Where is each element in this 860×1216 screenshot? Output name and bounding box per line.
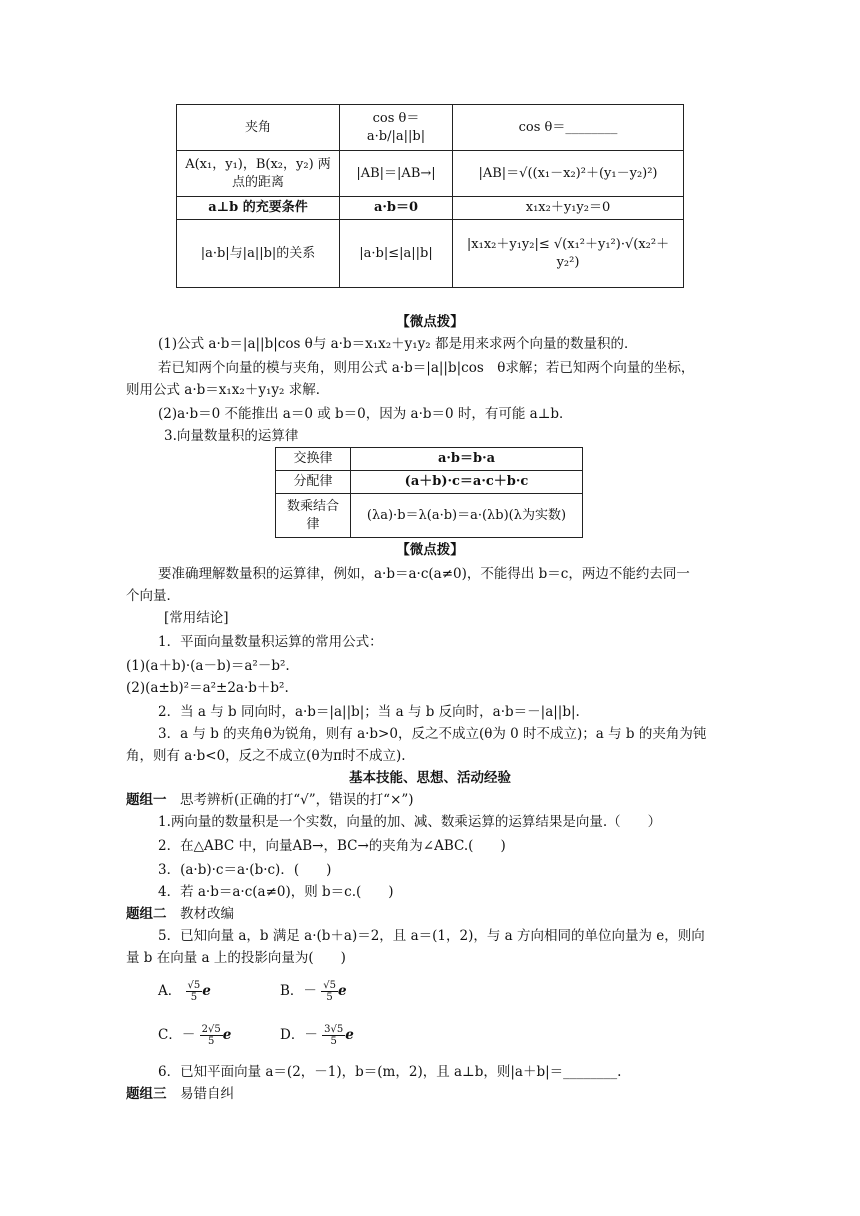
table-cell: |x₁x₂＋y₁y₂|≤ √(x₁²＋y₁²)·√(x₂²＋y₂²) xyxy=(453,220,684,288)
question: 1.两向量的数量积是一个实数，向量的加、减、数乘运算的运算结果是向量.（ ） xyxy=(158,814,662,830)
option-label: B．－ xyxy=(280,983,317,999)
table-cell: x₁x₂＋y₁y₂＝0 xyxy=(453,197,684,220)
table-cell: cos θ＝a·b/|a||b| xyxy=(340,105,453,151)
table-cell: 交换律 xyxy=(276,448,351,471)
group-label: 题组二 xyxy=(126,906,167,922)
table-cell: (a＋b)·c＝a·c＋b·c xyxy=(351,471,583,494)
table-cell: 分配律 xyxy=(276,471,351,494)
option-fraction: $\frac{3√5}{5}$ xyxy=(324,1024,344,1047)
option-b[interactable]: B．－ $\frac{√5}{5}$ e xyxy=(280,980,347,1003)
paragraph: 3．a 与 b 的夹角θ为锐角，则有 a·b>0，反之不成立(θ为 0 时不成立)；a 与 b 的夹角为钝 xyxy=(158,726,707,742)
table-cell: cos θ＝________ xyxy=(453,105,684,151)
option-label: A． xyxy=(158,983,182,999)
option-label: D．－ xyxy=(280,1027,318,1043)
table-cell: a⊥b 的充要条件 xyxy=(177,197,340,220)
law-table xyxy=(275,447,583,538)
paragraph: 要准确理解数量积的运算律，例如，a·b＝a·c(a≠0)，不能得出 b＝c，两边不能约去同一 xyxy=(158,566,690,582)
section-heading: 【微点拨】 xyxy=(396,314,464,330)
question: 4．若 a·b＝a·c(a≠0)，则 b＝c.( ) xyxy=(158,884,394,900)
table-cell: A(x₁，y₁)，B(x₂，y₂) 两点的距离 xyxy=(177,151,340,197)
paragraph: 若已知两个向量的模与夹角，则用公式 a·b＝|a||b|cos θ求解；若已知两个向量的坐标， xyxy=(158,360,695,376)
option-d[interactable]: D．－ $\frac{3√5}{5}$ e xyxy=(280,1024,354,1047)
paragraph: 2．当 a 与 b 同向时，a·b＝|a||b|；当 a 与 b 反向时，a·b＝－|a||b|. xyxy=(158,704,580,720)
formula-line: (1)(a＋b)·(a－b)＝a²－b². xyxy=(126,658,290,674)
option-fraction: $\frac{√5}{5}$ xyxy=(187,980,201,1003)
question: 2．在△ABC 中，向量AB→，BC→的夹角为∠ABC.( ) xyxy=(158,838,506,854)
group-heading xyxy=(126,1084,234,1104)
subheading: 3.向量数量积的运算律 xyxy=(164,428,299,444)
table-cell: (λa)·b＝λ(a·b)＝a·(λb)(λ为实数) xyxy=(351,494,583,538)
group-text: 教材改编 xyxy=(166,906,234,922)
group-heading xyxy=(126,904,234,924)
option-a[interactable]: A． $\frac{√5}{5}$ e xyxy=(158,980,211,1003)
paragraph: 则用公式 a·b＝x₁x₂＋y₁y₂ 求解． xyxy=(126,382,330,398)
question: 量 b 在向量 a 上的投影向量为( ) xyxy=(126,950,346,966)
table-cell: a·b＝b·a xyxy=(351,448,583,471)
group-heading xyxy=(126,790,414,810)
paragraph: 1．平面向量数量积运算的常用公式： xyxy=(158,634,383,650)
option-fraction: $\frac{2√5}{5}$ xyxy=(201,1024,221,1047)
group-label: 题组一 xyxy=(126,792,167,808)
option-label: C．－ xyxy=(158,1027,196,1043)
question: 5．已知向量 a，b 满足 a·(b＋a)＝2，且 a＝(1，2)，与 a 方向相同的单位向量为 e，则向 xyxy=(158,928,705,944)
formula-line: (2)(a±b)²＝a²±2a·b＋b². xyxy=(126,680,289,696)
table-cell: |AB|＝√((x₁－x₂)²＋(y₁－y₂)²) xyxy=(453,151,684,197)
question: 6．已知平面向量 a＝(2，－1)，b＝(m，2)，且 a⊥b，则|a＋b|＝________. xyxy=(158,1064,622,1080)
paragraph: 角，则有 a·b<0，反之不成立(θ为π时不成立). xyxy=(126,748,406,764)
subheading: [常用结论] xyxy=(164,610,229,626)
table-cell: |AB|＝|AB→| xyxy=(340,151,453,197)
table-cell: |a·b|≤|a||b| xyxy=(340,220,453,288)
formula-table xyxy=(176,104,684,288)
paragraph: (2)a·b＝0 不能推出 a＝0 或 b＝0，因为 a·b＝0 时，有可能 a⊥b． xyxy=(158,406,573,422)
group-text: 易错自纠 xyxy=(166,1086,234,1102)
table-cell: 数乘结合律 xyxy=(276,494,351,538)
section-heading: 【微点拨】 xyxy=(396,542,464,558)
paragraph: (1)公式 a·b＝|a||b|cos θ与 a·b＝x₁x₂＋y₁y₂ 都是用来求两个向量的数量积的． xyxy=(158,336,638,352)
table-cell: |a·b|与|a||b|的关系 xyxy=(177,220,340,288)
group-text: 思考辨析(正确的打“√”，错误的打“×”) xyxy=(166,792,414,808)
table-cell: 夹角 xyxy=(177,105,340,151)
option-fraction: $\frac{√5}{5}$ xyxy=(323,980,336,1003)
option-c[interactable]: C．－ $\frac{2√5}{5}$ e xyxy=(158,1024,232,1047)
table-cell: a·b＝0 xyxy=(340,197,453,220)
group-label: 题组三 xyxy=(126,1086,167,1102)
question: 3．(a·b)·c＝a·(b·c)．( ) xyxy=(158,862,332,878)
paragraph: 个向量． xyxy=(126,588,180,604)
section-heading: 基本技能、思想、活动经验 xyxy=(349,770,511,786)
